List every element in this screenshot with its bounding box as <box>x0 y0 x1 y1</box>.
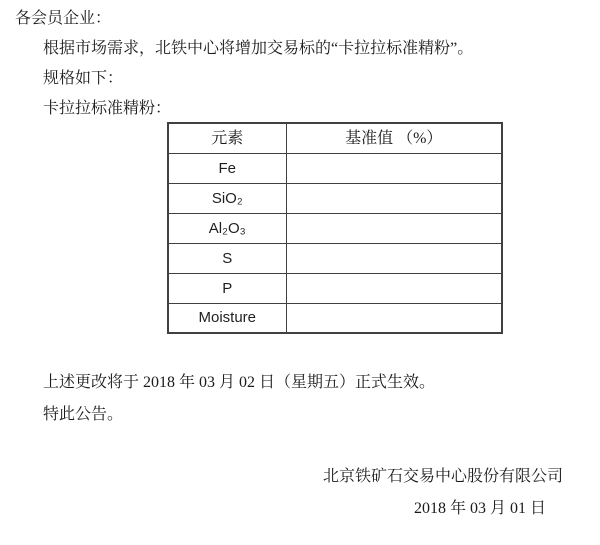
benchmark-value <box>286 183 502 213</box>
benchmark-value <box>286 153 502 183</box>
header-element: 元素 <box>168 123 286 153</box>
specification-table <box>167 122 503 334</box>
table-row <box>168 153 502 183</box>
closing-line: 特此公告。 <box>43 406 124 423</box>
table-row <box>168 183 502 213</box>
intro-paragraph: 根据市场需求，北铁中心将增加交易标的“卡拉拉标准精粉”。 <box>43 40 474 57</box>
salutation-line: 各会员企业： <box>15 10 112 27</box>
table-row <box>168 303 502 333</box>
element-name: Fe <box>168 153 286 183</box>
element-name: P <box>168 273 286 303</box>
effective-date-note: 上述更改将于 2018 年 03 月 02 日（星期五）正式生效。 <box>43 374 436 391</box>
spec-label: 规格如下： <box>43 70 124 87</box>
element-name: Moisture <box>168 303 286 333</box>
benchmark-value <box>286 213 502 243</box>
header-benchmark-value: 基准值 （%） <box>286 123 502 153</box>
notice-document <box>0 9 600 545</box>
element-name: S <box>168 243 286 273</box>
table-row <box>168 243 502 273</box>
product-label: 卡拉拉标准精粉： <box>43 100 172 117</box>
table-header-row <box>168 123 502 153</box>
signature-company: 北京铁矿石交易中心股份有限公司 <box>322 468 563 485</box>
table-row <box>168 213 502 243</box>
benchmark-value <box>286 303 502 333</box>
benchmark-value <box>286 243 502 273</box>
benchmark-value <box>286 273 502 303</box>
signature-date: 2018 年 03 月 01 日 <box>413 500 546 517</box>
element-name: Al₂O₃ <box>168 213 286 243</box>
element-name: SiO₂ <box>168 183 286 213</box>
table-row <box>168 273 502 303</box>
